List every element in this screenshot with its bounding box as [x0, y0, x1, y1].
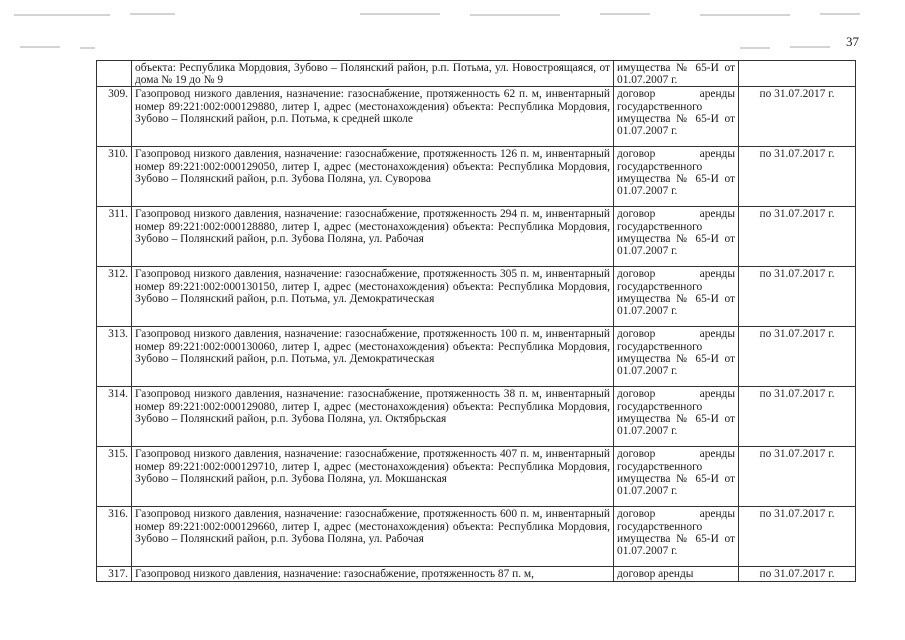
row-number: 313.: [97, 327, 132, 387]
row-term: [739, 61, 856, 87]
row-description: объекта: Республика Мордовия, Зубово – Полянский район, р.п. Потьма, ул. Новостроящаяся, от дома № 19 до № 9: [132, 61, 614, 87]
row-basis: договор аренды государственного имущества № 65-И от 01.07.2007 г.: [614, 267, 739, 327]
table-row: [97, 147, 856, 207]
row-term: по 31.07.2017 г.: [739, 267, 856, 327]
property-table: [96, 60, 856, 582]
row-description: Газопровод низкого давления, назначение: газоснабжение, протяженность 62 п. м, инвентарный номер 89:221:002:000129880, литер I, адрес (местонахождения) объекта: Республика Мордовия, Зубово – Полянский район, р.п. Потьма, к средней школе: [132, 87, 614, 147]
row-term: по 31.07.2017 г.: [739, 567, 856, 582]
row-description: Газопровод низкого давления, назначение: газоснабжение, протяженность 38 п. м, инвентарный номер 89:221:002:000129080, литер I, адрес (местонахождения) объекта: Республика Мордовия, Зубово – Полянский район, р.п. Зубова Поляна, ул. Октябрьская: [132, 387, 614, 447]
table-row: [97, 387, 856, 447]
row-number: 312.: [97, 267, 132, 327]
table-row: [97, 447, 856, 507]
row-number: 309.: [97, 87, 132, 147]
row-basis: договор аренды государственного имущества № 65-И от 01.07.2007 г.: [614, 327, 739, 387]
table-row: [97, 207, 856, 267]
row-basis: договор аренды: [614, 567, 739, 582]
row-description: Газопровод низкого давления, назначение: газоснабжение, протяженность 100 п. м, инвентарный номер 89:221:002:000130060, литер I, адрес (местонахождения) объекта: Республика Мордовия, Зубово – Полянский район, р.п. Потьма, ул. Демократическая: [132, 327, 614, 387]
row-description: Газопровод низкого давления, назначение: газоснабжение, протяженность 305 п. м, инвентарный номер 89:221:002:000130150, литер I, адрес (местонахождения) объекта: Республика Мордовия, Зубово – Полянский район, р.п. Потьма, ул. Демократическая: [132, 267, 614, 327]
row-term: по 31.07.2017 г.: [739, 147, 856, 207]
table-row: [97, 87, 856, 147]
row-number: 315.: [97, 447, 132, 507]
row-basis: договор аренды государственного имущества № 65-И от 01.07.2007 г.: [614, 447, 739, 507]
table-row: [97, 327, 856, 387]
row-term: по 31.07.2017 г.: [739, 207, 856, 267]
row-description: Газопровод низкого давления, назначение: газоснабжение, протяженность 407 п. м, инвентарный номер 89:221:002:000129710, литер I, адрес (местонахождения) объекта: Республика Мордовия, Зубово – Полянский район, р.п. Зубова Поляна, ул. Мокшанская: [132, 447, 614, 507]
page-number: 37: [846, 34, 859, 49]
row-basis: договор аренды государственного имущества № 65-И от 01.07.2007 г.: [614, 507, 739, 567]
row-basis: договор аренды государственного имущества № 65-И от 01.07.2007 г.: [614, 147, 739, 207]
scan-artifact-marks: [0, 0, 905, 60]
row-number: 316.: [97, 507, 132, 567]
row-description: Газопровод низкого давления, назначение: газоснабжение, протяженность 126 п. м, инвентарный номер 89:221:002:000129050, литер I, адрес (местонахождения) объекта: Республика Мордовия, Зубово – Полянский район, р.п. Зубова Поляна, ул. Суворова: [132, 147, 614, 207]
row-number: 317.: [97, 567, 132, 582]
row-basis: имущества № 65-И от 01.07.2007 г.: [614, 61, 739, 87]
row-number: 314.: [97, 387, 132, 447]
table-row: [97, 507, 856, 567]
table-row: [97, 267, 856, 327]
row-term: по 31.07.2017 г.: [739, 387, 856, 447]
row-term: по 31.07.2017 г.: [739, 507, 856, 567]
row-basis: договор аренды государственного имущества № 65-И от 01.07.2007 г.: [614, 207, 739, 267]
row-basis: договор аренды государственного имущества № 65-И от 01.07.2007 г.: [614, 87, 739, 147]
row-description: Газопровод низкого давления, назначение: газоснабжение, протяженность 600 п. м, инвентарный номер 89:221:002:000129660, литер I, адрес (местонахождения) объекта: Республика Мордовия, Зубово – Полянский район, р.п. Зубова Поляна, ул. Рабочая: [132, 507, 614, 567]
row-basis: договор аренды государственного имущества № 65-И от 01.07.2007 г.: [614, 387, 739, 447]
row-number: [97, 61, 132, 87]
row-number: 310.: [97, 147, 132, 207]
row-description: Газопровод низкого давления, назначение: газоснабжение, протяженность 294 п. м, инвентарный номер 89:221:002:000128880, литер I, адрес (местонахождения) объекта: Республика Мордовия, Зубово – Полянский район, р.п. Зубова Поляна, ул. Рабочая: [132, 207, 614, 267]
row-term: по 31.07.2017 г.: [739, 447, 856, 507]
row-term: по 31.07.2017 г.: [739, 87, 856, 147]
row-description: Газопровод низкого давления, назначение: газоснабжение, протяженность 87 п. м,: [132, 567, 614, 582]
row-number: 311.: [97, 207, 132, 267]
row-term: по 31.07.2017 г.: [739, 327, 856, 387]
table-row-partial: [97, 567, 856, 582]
table-row-continuation: [97, 61, 856, 87]
